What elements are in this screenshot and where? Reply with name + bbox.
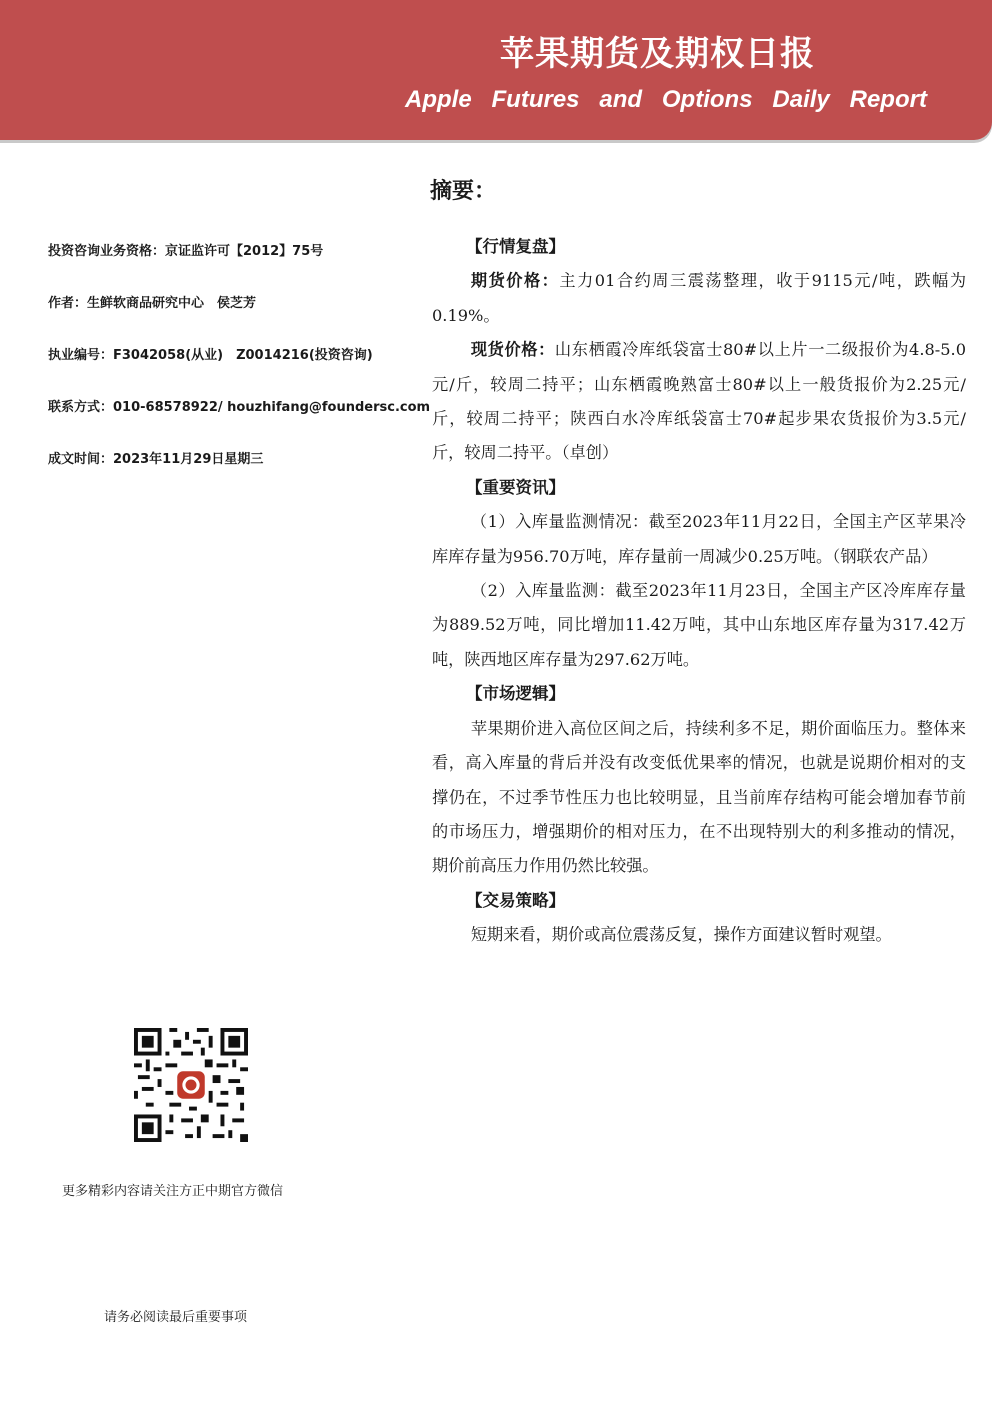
contact-info[interactable]: 联系方式：010-68578922/ houzhifang@foundersc.com xyxy=(48,400,431,415)
trading-strategy-text: 短期来看，期价或高位震荡反复，操作方面建议暂时观望。 xyxy=(470,925,892,945)
summary-content xyxy=(432,230,966,953)
report-meta xyxy=(48,240,431,500)
title-en-word: Report xyxy=(849,86,927,113)
section-heading-market-review: 【行情复盘】 xyxy=(466,237,565,256)
date-info: 成文时间：2023年11月29日星期三 xyxy=(48,452,264,467)
author-info: 作者：生鲜软商品研究中心 侯芝芳 xyxy=(48,296,257,311)
report-title-en xyxy=(405,86,927,114)
license-info: 执业编号：F3042058(从业) Z0014216(投资咨询) xyxy=(48,348,373,363)
news-item-2: （2）入库量监测：截至2023年11月23日，全国主产区冷库库存量为889.52万吨，同比增加11.42万吨，其中山东地区库存量为317.42万吨，陕西地区库存量为297.62万吨。 xyxy=(432,581,966,669)
news-item-1: （1）入库量监测情况：截至2023年11月22日，全国主产区苹果冷库库存量为956.70万吨，库存量前一周减少0.25万吨。（钢联农产品） xyxy=(432,512,966,566)
market-logic-text: 苹果期价进入高位区间之后，持续利多不足，期价面临压力。整体来看，高入库量的背后并没有改变低优果率的情况，也就是说期价相对的支撑仍在，不过季节性压力也比较明显，且当前库存结构可能会增加春节前的市场压力，增强期价的相对压力，在不出现特别大的利多推动的情况，期价前高压力作用仍然比较强。 xyxy=(432,718,966,876)
section-heading-strategy: 【交易策略】 xyxy=(466,890,565,910)
section-heading-news: 【重要资讯】 xyxy=(466,477,565,497)
spot-price-text: 山东栖霞冷库纸袋富士80#以上片一二级报价为4.8-5.0元/斤，较周二持平；山东栖霞晚熟富士80#以上一般货报价为2.25元/斤，较周二持平；陕西白水冷库纸袋富士70#起步果农货报价为3.5元/斤，较周二持平。（卓创） xyxy=(432,340,967,463)
title-en-word: Options xyxy=(661,86,753,113)
qualification-info: 投资咨询业务资格：京证监许可【2012】75号 xyxy=(48,244,324,259)
title-en-word: and xyxy=(599,86,643,113)
report-header xyxy=(0,0,992,140)
footer-note: 请务必阅读最后重要事项 xyxy=(104,1310,248,1325)
futures-price-text: 主力01合约周三震荡整理，收于9115元/吨，跌幅为0.19%。 xyxy=(432,271,967,325)
title-en-word: Futures xyxy=(491,86,580,113)
report-title-cn: 苹果期货及期权日报 xyxy=(500,34,815,74)
spot-price-label: 现货价格： xyxy=(470,340,555,360)
futures-price-paragraph xyxy=(432,264,966,333)
title-en-word: Daily xyxy=(772,86,830,113)
futures-price-label: 期货价格： xyxy=(470,271,560,291)
qr-caption: 更多精彩内容请关注方正中期官方微信 xyxy=(62,1184,284,1199)
qr-code-icon xyxy=(134,1028,248,1142)
section-heading-logic: 【市场逻辑】 xyxy=(466,684,565,704)
summary-title: 摘要： xyxy=(430,179,497,204)
title-en-word: Apple xyxy=(405,86,472,113)
spot-price-paragraph xyxy=(432,333,966,471)
